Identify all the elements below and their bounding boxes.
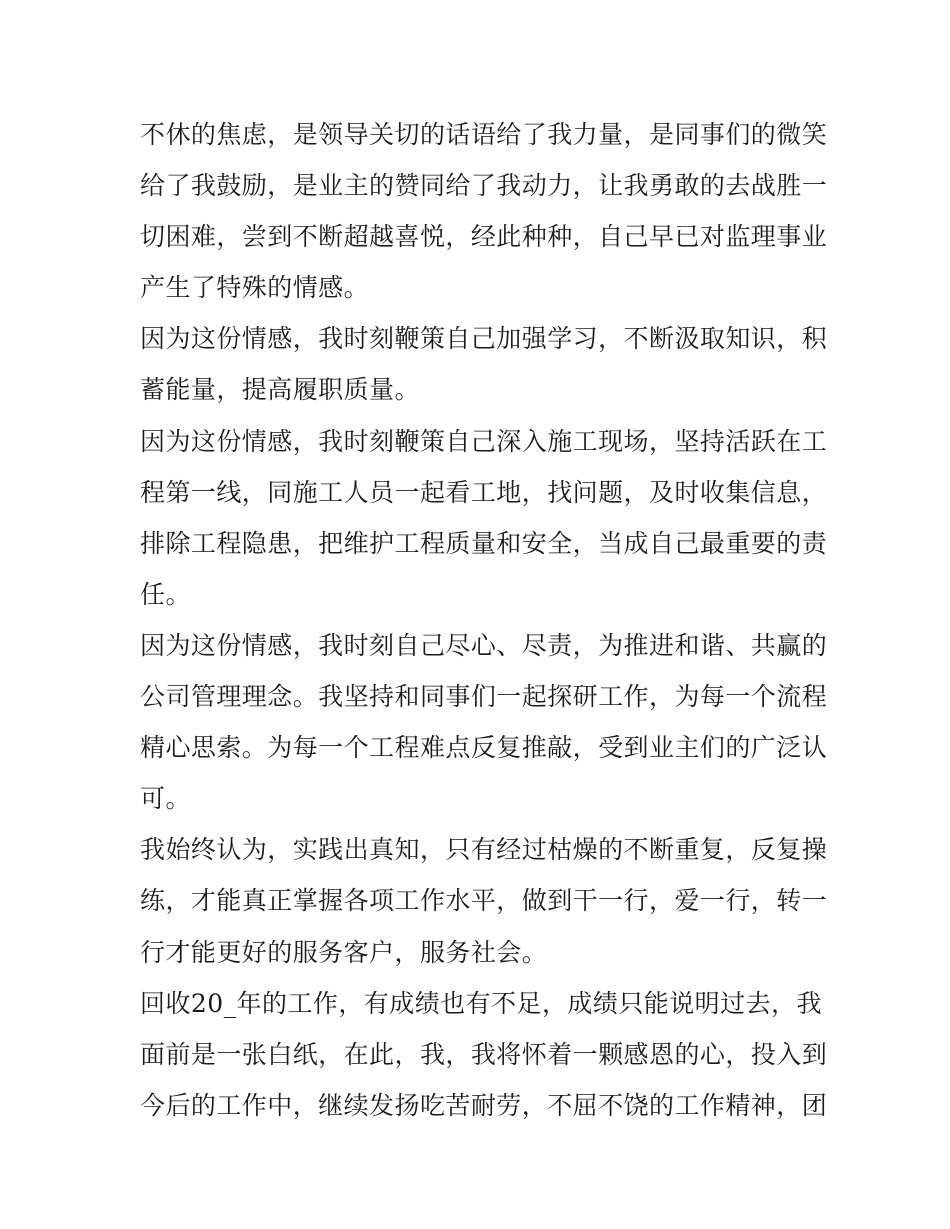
text-line: 我始终认为，实践出真知，只有经过枯燥的不断重复，反复操 [140, 835, 828, 865]
text-line: 行才能更好的服务客户，服务社会。 [140, 937, 548, 967]
text-line: 因为这份情感，我时刻鞭策自己加强学习，不断汲取知识，积 [140, 324, 828, 354]
text-line: 不休的焦虑，是领导关切的话语给了我力量，是同事们的微笑 [140, 120, 828, 149]
text-line: 给了我鼓励，是业主的赞同给了我动力，让我勇敢的去战胜一 [140, 171, 828, 201]
document-body [140, 109, 828, 1131]
text-line: 练，才能真正掌握各项工作水平，做到干一行，爱一行，转一 [140, 886, 828, 916]
text-line: 可。 [140, 784, 191, 814]
text-line: 产生了特殊的情感。 [140, 273, 370, 303]
text-line: 切困难，尝到不断超越喜悦，经此种种，自己早已对监理事业 [140, 222, 828, 252]
text-line: 程第一线，同施工人员一起看工地，找问题，及时收集信息， [140, 477, 828, 507]
text-line: 今后的工作中，继续发扬吃苦耐劳，不屈不饶的工作精神，团 [140, 1090, 828, 1120]
text-line: 公司管理理念。我坚持和同事们一起探研工作，为每一个流程 [140, 682, 828, 712]
text-line: 面前是一张白纸，在此，我，我将怀着一颗感恩的心，投入到 [140, 1039, 828, 1069]
text-line: 排除工程隐患，把维护工程质量和安全，当成自己最重要的责 [140, 528, 828, 558]
text-line: 精心思索。为每一个工程难点反复推敲，受到业主们的广泛认 [140, 733, 828, 763]
text-line: 因为这份情感，我时刻自己尽心、尽责，为推进和谐、共赢的 [140, 630, 828, 660]
text-line: 蓄能量，提高履职质量。 [140, 375, 420, 405]
text-line: 任。 [140, 579, 191, 609]
text-line: 因为这份情感，我时刻鞭策自己深入施工现场，坚持活跃在工 [140, 426, 828, 456]
text-line: 回收20_年的工作，有成绩也有不足，成绩只能说明过去，我 [140, 988, 822, 1018]
